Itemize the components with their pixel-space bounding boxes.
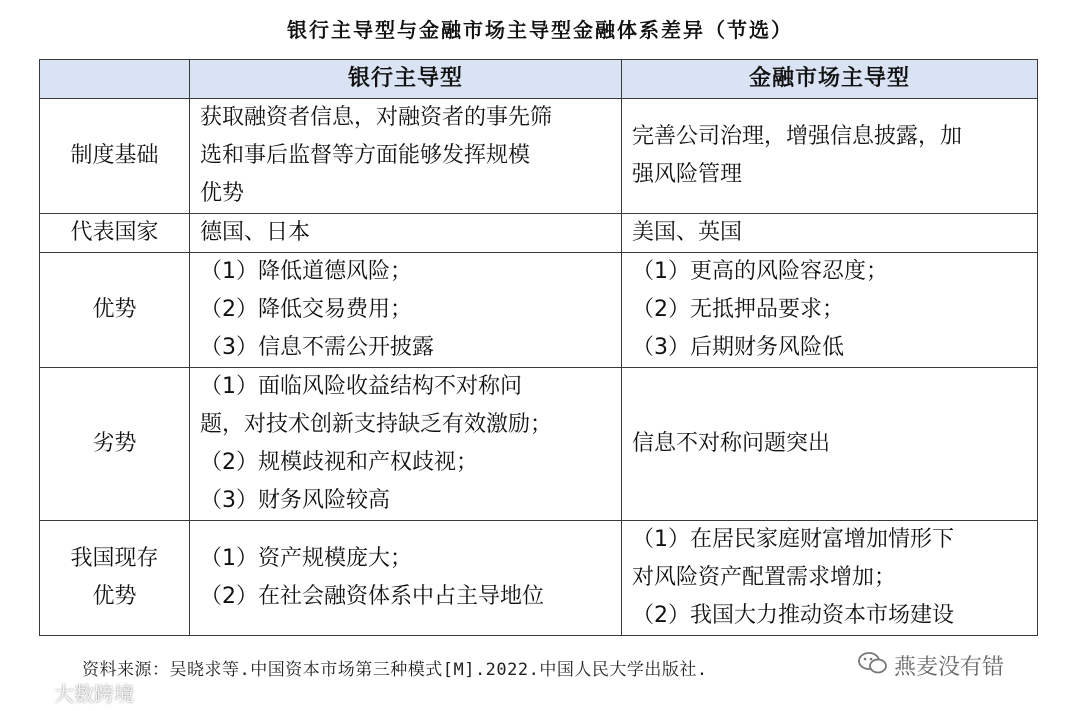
- cell-line: 获取融资者信息，对融资者的事先筛: [200, 105, 553, 130]
- header-corner: [40, 60, 190, 99]
- cell-line: （2）降低交易费用；: [200, 297, 412, 322]
- cell-line: 优势: [200, 181, 245, 206]
- cell-line: 完善公司治理，增强信息披露，加: [632, 124, 963, 149]
- table-row: [40, 214, 1038, 253]
- market-cell: [622, 214, 1038, 253]
- watermark-right-text: 燕麦没有错: [894, 655, 1005, 680]
- cell-line: 德国、日本: [200, 220, 311, 245]
- cell-line: 信息不对称问题突出: [632, 431, 831, 456]
- cell-line: 劣势: [92, 431, 137, 456]
- row-label: [40, 253, 190, 368]
- comparison-table: [39, 59, 1038, 636]
- cell-line: 优势: [92, 584, 137, 609]
- row-label: [40, 214, 190, 253]
- bank-cell: [190, 368, 622, 521]
- cell-line: （2）无抵押品要求；: [632, 297, 844, 322]
- table-row: [40, 521, 1038, 636]
- cell-line: 制度基础: [70, 143, 159, 168]
- cell-line: 美国、英国: [632, 220, 743, 245]
- cell-line: 代表国家: [70, 220, 159, 245]
- cell-line: （2）规模歧视和产权歧视；: [200, 450, 478, 475]
- table-title: 银行主导型与金融市场主导型金融体系差异（节选）: [287, 18, 793, 42]
- cell-line: （3）后期财务风险低: [632, 335, 844, 360]
- row-label: [40, 368, 190, 521]
- watermark-left: [10, 678, 134, 707]
- cell-line: 我国现存: [70, 546, 159, 571]
- cell-line: （2）我国大力推动资本市场建设: [632, 603, 954, 628]
- cell-line: （1）面临风险收益结构不对称问: [200, 374, 522, 399]
- bank-cell: [190, 521, 622, 636]
- cell-line: 优势: [92, 297, 137, 322]
- cell-line: （1）资产规模庞大；: [200, 546, 412, 571]
- row-label: [40, 99, 190, 214]
- cell-line: （2）在社会融资体系中占主导地位: [200, 584, 544, 609]
- bank-cell: [190, 253, 622, 368]
- cell-line: 题，对技术创新支持缺乏有效激励；: [200, 412, 553, 437]
- market-cell: [622, 253, 1038, 368]
- bank-cell: [190, 99, 622, 214]
- header-row: [40, 60, 1038, 99]
- cell-line: 选和事后监督等方面能够发挥规模: [200, 143, 531, 168]
- wechat-icon: [858, 651, 888, 681]
- watermark-right: [858, 650, 1004, 681]
- table-row: [40, 99, 1038, 214]
- row-label: [40, 521, 190, 636]
- cell-line: （1）在居民家庭财富增加情形下: [632, 527, 954, 552]
- watermark-left-text: 大数跨境: [54, 682, 134, 706]
- market-cell: [622, 99, 1038, 214]
- cell-line: （3）财务风险较高: [200, 488, 390, 513]
- table-row: [40, 253, 1038, 368]
- cell-line: （3）信息不需公开披露: [200, 335, 434, 360]
- brand-logo-icon: [10, 679, 50, 706]
- market-cell: [622, 368, 1038, 521]
- bank-cell: [190, 214, 622, 253]
- source-note: 资料来源：吴晓求等.中国资本市场第三种模式[M].2022.中国人民大学出版社.: [82, 660, 708, 680]
- cell-line: （1）降低道德风险；: [200, 259, 412, 284]
- header-market: 金融市场主导型: [622, 60, 1038, 99]
- cell-line: （1）更高的风险容忍度；: [632, 259, 888, 284]
- cell-line: 对风险资产配置需求增加；: [632, 565, 897, 590]
- cell-line: 强风险管理: [632, 162, 743, 187]
- header-bank: 银行主导型: [190, 60, 622, 99]
- table-row: [40, 368, 1038, 521]
- market-cell: [622, 521, 1038, 636]
